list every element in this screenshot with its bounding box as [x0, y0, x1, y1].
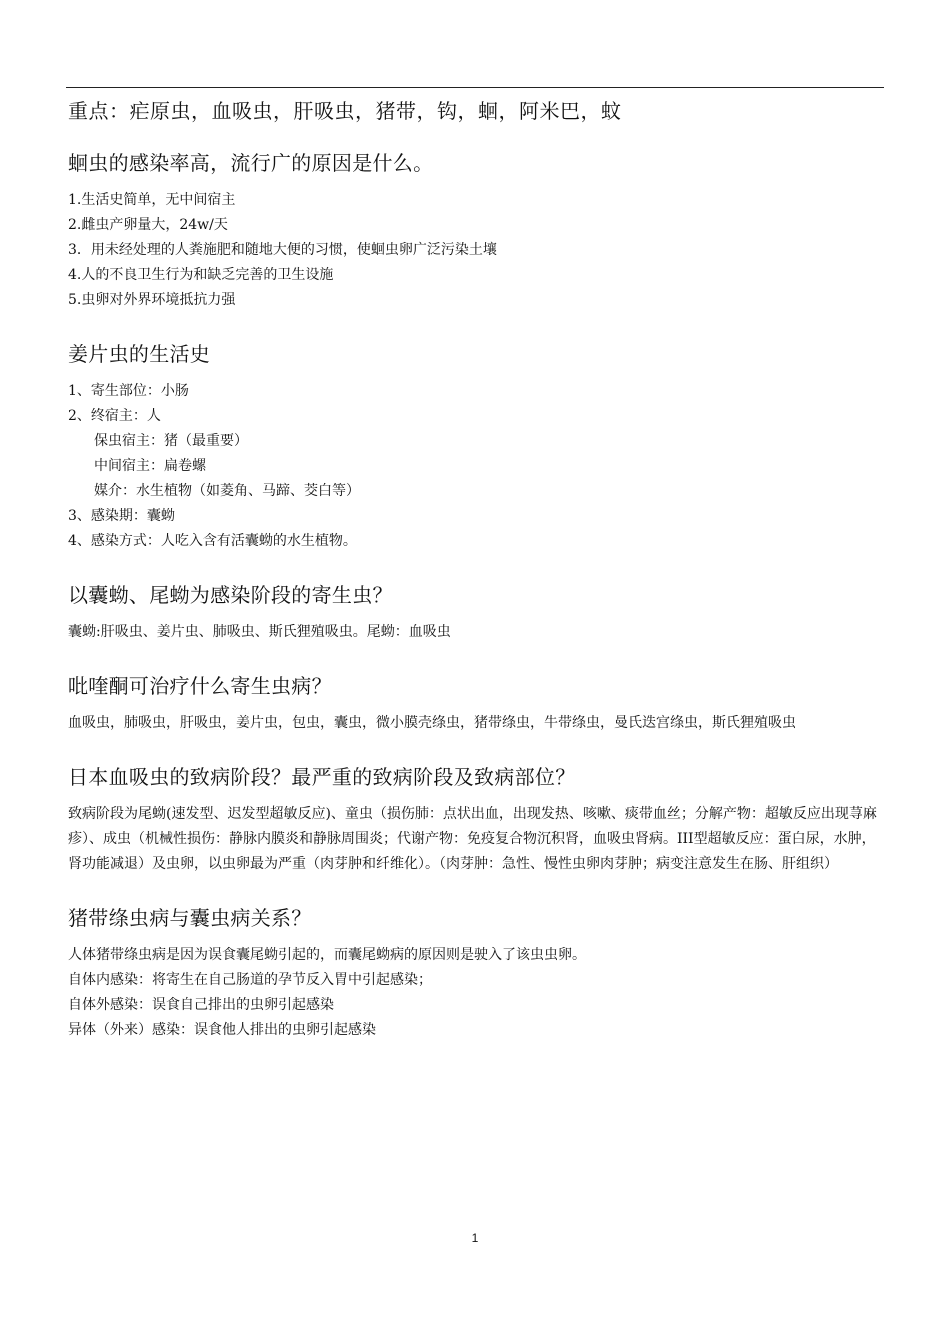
section-line: 自体内感染：将寄生在自己肠道的孕节反入胃中引起感染； — [68, 972, 432, 988]
section-title: 蛔虫的感染率高，流行广的原因是什么。 — [68, 151, 434, 175]
section-line: 2、终宿主：人 — [68, 408, 161, 424]
section-taenia — [68, 903, 880, 1043]
section-line: 异体（外来）感染：误食他人排出的虫卵引起感染 — [68, 1022, 376, 1038]
section-fasciolopsis — [68, 339, 880, 554]
section-line: 血吸虫，肺吸虫，肝吸虫，姜片虫，包虫，囊虫，微小膜壳绦虫，猪带绦虫，牛带绦虫，曼氏迭宫绦虫，斯氏狸殖吸虫 — [68, 715, 796, 731]
section-line: 1.生活史简单，无中间宿主 — [68, 192, 236, 208]
section-line: 囊蚴:肝吸虫、姜片虫、肺吸虫、斯氏狸殖吸虫。尾蚴：血吸虫 — [68, 624, 451, 640]
section-roundworm — [68, 148, 880, 313]
section-line: 1、寄生部位：小肠 — [68, 383, 189, 399]
section-line: 致病阶段为尾蚴(速发型、迟发型超敏反应)、童虫（损伤肺：点状出血，出现发热、咳嗽、痰带血丝；分解产物：超敏反应出现荨麻疹）、成虫（机械性损伤：静脉内膜炎和静脉周围炎；代谢产物：免疫复合物沉积肾，血吸虫肾病。III型超敏反应：蛋白尿，水肿，肾功能减退）及虫卵，以虫卵最为严重（肉芽肿和纤维化）。（肉芽肿：急性、慢性虫卵肉芽肿；病变注意发生在肠、肝组织） — [68, 806, 877, 872]
section-line: 3、感染期：囊蚴 — [68, 508, 175, 524]
document-body — [68, 96, 880, 1069]
section-title: 吡喹酮可治疗什么寄生虫病？ — [68, 674, 332, 698]
section-line: 保虫宿主：猪（最重要） — [94, 433, 248, 449]
section-title: 以囊蚴、尾蚴为感染阶段的寄生虫？ — [68, 583, 393, 607]
section-praziquantel — [68, 671, 880, 736]
section-title: 猪带绦虫病与囊虫病关系？ — [68, 906, 312, 930]
section-schistosoma — [68, 762, 880, 877]
section-title: 姜片虫的生活史 — [68, 342, 211, 366]
section-line: 媒介：水生植物（如菱角、马蹄、茭白等） — [94, 483, 360, 499]
section-title: 日本血吸虫的致病阶段？最严重的致病阶段及致病部位？ — [68, 765, 576, 789]
section-line: 2.雌虫产卵量大，24w/天 — [68, 217, 228, 233]
header-rule — [66, 87, 884, 88]
section-line: 3．用未经处理的人粪施肥和随地大便的习惯，使蛔虫卵广泛污染土壤 — [68, 242, 497, 258]
section-line: 4.人的不良卫生行为和缺乏完善的卫生设施 — [68, 267, 334, 283]
key-points: 重点：疟原虫，血吸虫，肝吸虫，猪带，钩，蛔，阿米巴，蚊 — [68, 99, 622, 123]
section-infective-stage — [68, 580, 880, 645]
section-line: 中间宿主：扁卷螺 — [94, 458, 206, 474]
section-line: 4、感染方式：人吃入含有活囊蚴的水生植物。 — [68, 533, 357, 549]
page-number: 1 — [471, 1231, 479, 1245]
section-line: 5.虫卵对外界环境抵抗力强 — [68, 292, 236, 308]
section-line: 自体外感染：误食自己排出的虫卵引起感染 — [68, 997, 334, 1013]
section-line: 人体猪带绦虫病是因为误食囊尾蚴引起的，而囊尾蚴病的原因则是驶入了该虫虫卵。 — [68, 947, 586, 963]
